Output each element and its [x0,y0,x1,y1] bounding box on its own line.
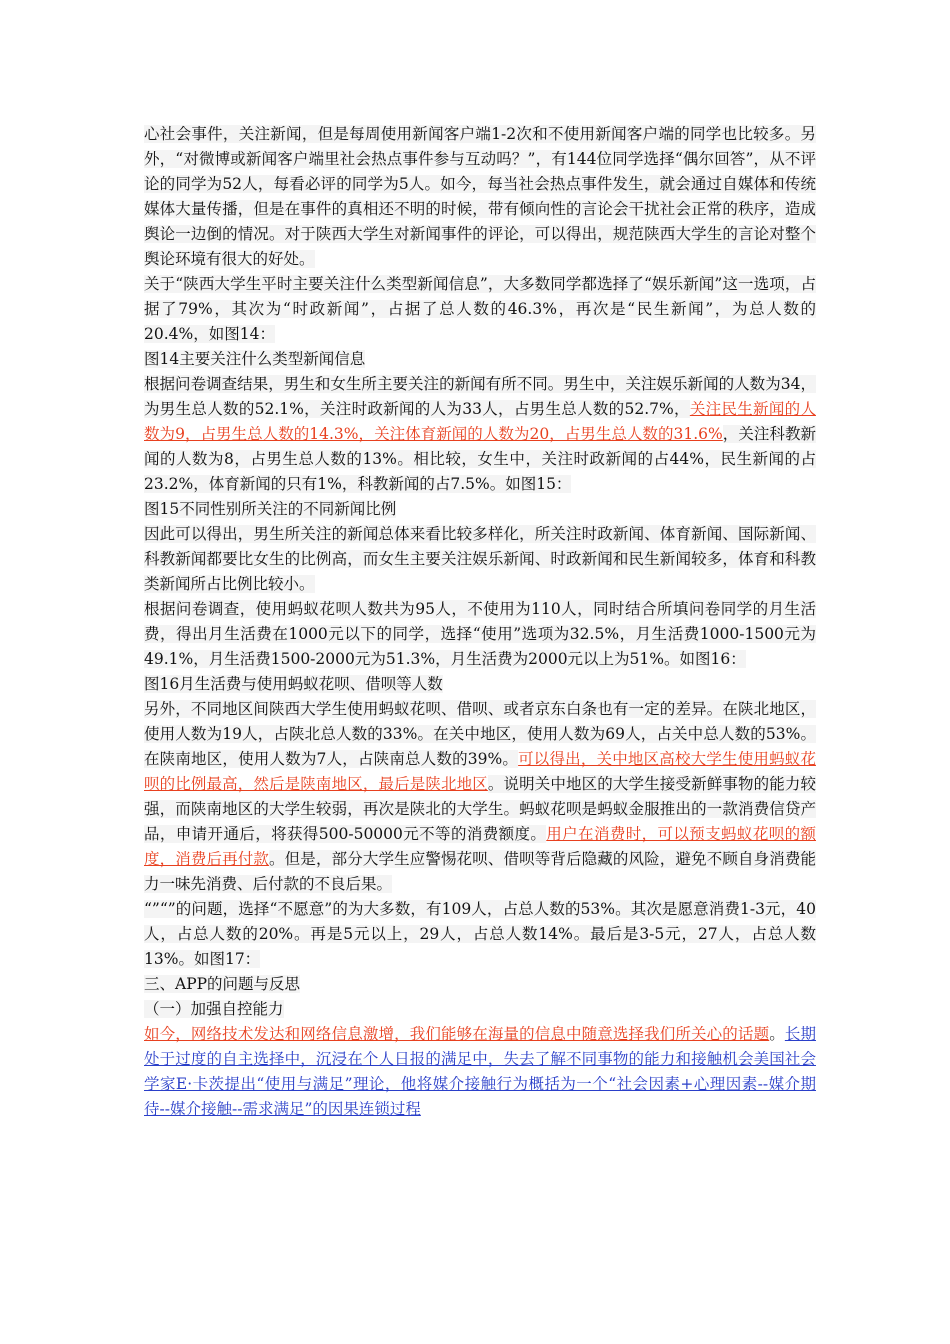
paragraph [144,122,816,272]
paragraph [144,597,816,672]
link-text[interactable]: 长期处于过度的自主选择中，沉浸在个人日报的满足中，失去了解不同事物的能力和接触机会美国社会学家E·卡茨提出“使用与满足”理论，他将媒介接触行为概括为一个“社会因素+心理因素--媒介期待--媒介接触--需求满足”的因果连锁过程 [144,1025,816,1118]
text-run: 。 [769,1025,785,1043]
text-run: 图16月生活费与使用蚂蚁花呗、借呗等人数 [144,675,443,693]
text-run: 根据问卷调查结果，男生和女生所主要关注的新闻有所不同。男生中，关注娱乐新闻的人数为34，为男生总人数的52.1%，关注时政新闻的人为33人，占男生总人数的52.7%， [144,375,816,418]
text-run: 心社会事件，关注新闻，但是每周使用新闻客户端1-2次和不使用新闻客户端的同学也比较多。另外，“对微博或新闻客户端里社会热点事件参与互动吗？”，有144位同学选择“偶尔回答”，从不评论的同学为52人，每看必评的同学为5人。如今，每当社会热点事件发生，就会通过自媒体和传统媒体大量传播，但是在事件的真相还不明的时候，带有倾向性的言论会干扰社会正常的秩序，造成舆论一边倒的情况。对于陕西大学生对新闻事件的评论，可以得出，规范陕西大学生的言论对整个舆论环境有很大的好处。 [144,125,816,268]
paragraph [144,1022,816,1122]
text-run: 图15不同性别所关注的不同新闻比例 [144,500,397,518]
highlighted-text: 如今，网络技术发达和网络信息激增，我们能够在海量的信息中随意选择我们所关心的话题 [144,1025,770,1043]
paragraph [144,897,816,972]
text-run: 三、APP的问题与反思 [144,975,301,993]
text-run: “”“”的问题，选择“不愿意”的为大多数，有109人，占总人数的53%。其次是愿意消费1-3元，40人，占总人数的20%。再是5元以上，29人，占总人数14%。最后是3-5元，27人，占总人数13%。如图17： [144,900,816,968]
text-run: 。但是，部分大学生应警惕花呗、借呗等背后隐藏的风险，避免不顾自身消费能力一味先消费、后付款的不良后果。 [144,850,816,893]
highlighted-text: 关注民生新闻的人数为9，占男生总人数的14.3%，关注体育新闻的人数为20，占男生总人数的31.6% [144,400,816,443]
paragraph [144,697,816,897]
paragraph [144,272,816,347]
text-run: 因此可以得出，男生所关注的新闻总体来看比较多样化，所关注时政新闻、体育新闻、国际新闻、科教新闻都要比女生的比例高，而女生主要关注娱乐新闻、时政新闻和民生新闻较多，体育和科教类新闻所占比例比较小。 [144,525,816,593]
paragraph [144,672,816,697]
text-run: 图14主要关注什么类型新闻信息 [144,350,366,368]
paragraph [144,972,816,997]
paragraph [144,997,816,1022]
text-run: 另外，不同地区间陕西大学生使用蚂蚁花呗、借呗、或者京东白条也有一定的差异。在陕北地区，使用人数为19人，占陕北总人数的33%。在关中地区，使用人数为69人，占关中总人数的53%。在陕南地区，使用人数为7人，占陕南总人数的39%。 [144,700,816,768]
highlighted-text: 可以得出，关中地区高校大学生使用蚂蚁花呗的比例最高，然后是陕南地区，最后是陕北地区 [144,750,816,793]
highlighted-text: 用户在消费时，可以预支蚂蚁花呗的额度，消费后再付款 [144,825,816,868]
text-run: ，关注科教新闻的人数为8，占男生总人数的13%。相比较，女生中，关注时政新闻的占44%，民生新闻的占23.2%，体育新闻的只有1%，科教新闻的占7.5%。如图15： [144,425,816,493]
text-run: 根据问卷调查，使用蚂蚁花呗人数共为95人，不使用为110人，同时结合所填问卷同学的月生活费，得出月生活费在1000元以下的同学，选择“使用”选项为32.5%，月生活费1000-1500元为49.1%，月生活费1500-2000元为51.3%，月生活费为2000元以上为51%。如图16： [144,600,816,668]
text-run: 关于“陕西大学生平时主要关注什么类型新闻信息”，大多数同学都选择了“娱乐新闻”这一选项，占据了79%，其次为“时政新闻”，占据了总人数的46.3%，再次是“民生新闻”，为总人数的20.4%，如图14： [144,275,816,343]
document-page [144,122,816,1122]
paragraph [144,522,816,597]
text-run: 。说明关中地区的大学生接受新鲜事物的能力较强，而陕南地区的大学生较弱，再次是陕北的大学生。蚂蚁花呗是蚂蚁金服推出的一款消费信贷产品，申请开通后，将获得500-50000元不等的消费额度。 [144,775,816,843]
paragraph [144,372,816,497]
paragraph [144,497,816,522]
paragraph [144,347,816,372]
text-run: （一）加强自控能力 [144,1000,284,1018]
